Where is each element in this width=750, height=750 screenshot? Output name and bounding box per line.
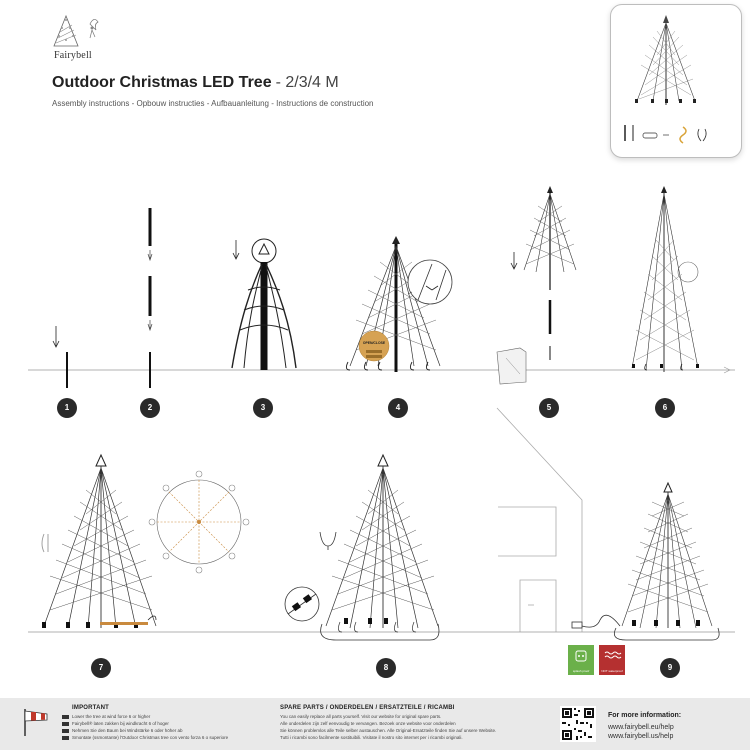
step-number-7: 7 xyxy=(91,658,111,678)
important-line-nl: Fairybell® laten zakken bij windkracht 6 of hoger xyxy=(62,721,169,727)
step3-illustration xyxy=(232,239,296,370)
step2-illustration xyxy=(148,208,152,388)
flag-en-icon xyxy=(62,715,69,719)
step9-illustration xyxy=(572,483,719,640)
help-link-us[interactable]: www.fairybell.us/help xyxy=(608,733,674,740)
step5-illustration xyxy=(497,186,576,384)
splash-proof-icon xyxy=(568,645,594,665)
step4-illustration xyxy=(346,236,452,372)
important-line-it: Smontate (ssmontante) l'Outdoor Christmas tree con vento forza 6 o superiore xyxy=(62,735,228,741)
windsock-icon xyxy=(22,707,50,737)
spare-parts-line-it: Tutti i ricambi sono facilmente sostituibili. Visitate il nostro sito internet per i ricambi originali. xyxy=(280,735,463,740)
flag-de-icon xyxy=(62,729,69,733)
step8-illustration xyxy=(285,455,439,640)
house-outline xyxy=(497,408,582,632)
step-number-8: 8 xyxy=(376,658,396,678)
title-sizes: - 2/3/4 M xyxy=(275,74,339,91)
help-link-eu[interactable]: www.fairybell.eu/help xyxy=(608,724,674,731)
step6-illustration xyxy=(632,186,730,373)
page-subtitle: Assembly instructions - Opbouw instructies - Aufbauanleitung - Instructions de construction xyxy=(52,99,374,108)
step-number-2: 2 xyxy=(140,398,160,418)
flag-it-icon xyxy=(62,736,69,740)
important-line-en: Lower the tree at wind force 6 or higher xyxy=(62,714,150,720)
qr-code-icon[interactable] xyxy=(560,706,596,742)
step-number-5: 5 xyxy=(539,398,559,418)
open-close-label: OPEN/CLOSE xyxy=(362,341,386,345)
spare-parts-line-en: You can easily replace all parts yourself. Visit our website for original spare parts. xyxy=(280,714,442,719)
flag-nl-icon xyxy=(62,722,69,726)
step7-illustration xyxy=(42,455,249,628)
splash-proof-caption: splash proof xyxy=(572,669,590,673)
more-info-heading: For more information: xyxy=(608,712,682,719)
step-number-9: 9 xyxy=(660,658,680,678)
step-number-3: 3 xyxy=(253,398,273,418)
important-line-de: Nehmen Sie den Baum bei Windstärke 6 oder höher ab xyxy=(62,728,183,734)
not-waterproof-caption: NOT waterproof xyxy=(601,669,623,673)
step1-illustration xyxy=(53,326,67,388)
step-number-1: 1 xyxy=(57,398,77,418)
splash-proof-badge xyxy=(568,645,594,675)
not-waterproof-badge xyxy=(599,645,625,675)
brand-name: Fairybell xyxy=(54,50,92,61)
spare-parts-heading: SPARE PARTS / ONDERDELEN / ERSATZTEILE / RICAMBI xyxy=(280,705,455,711)
step-number-4: 4 xyxy=(388,398,408,418)
important-heading: IMPORTANT xyxy=(72,705,110,711)
spare-parts-line-nl: Alle onderdelen zijn zelf eenvoudig te vervangen. Bezoek onze website voor onderdelen xyxy=(280,721,456,726)
spare-parts-line-de: Sie können problemlos alle Teile selber austauschen. Alle Original-Ersatzteile finden Sie auf unsere Website. xyxy=(280,728,497,733)
title-main: Outdoor Christmas LED Tree xyxy=(52,74,272,91)
water-waves-icon xyxy=(599,645,625,665)
step-number-6: 6 xyxy=(655,398,675,418)
